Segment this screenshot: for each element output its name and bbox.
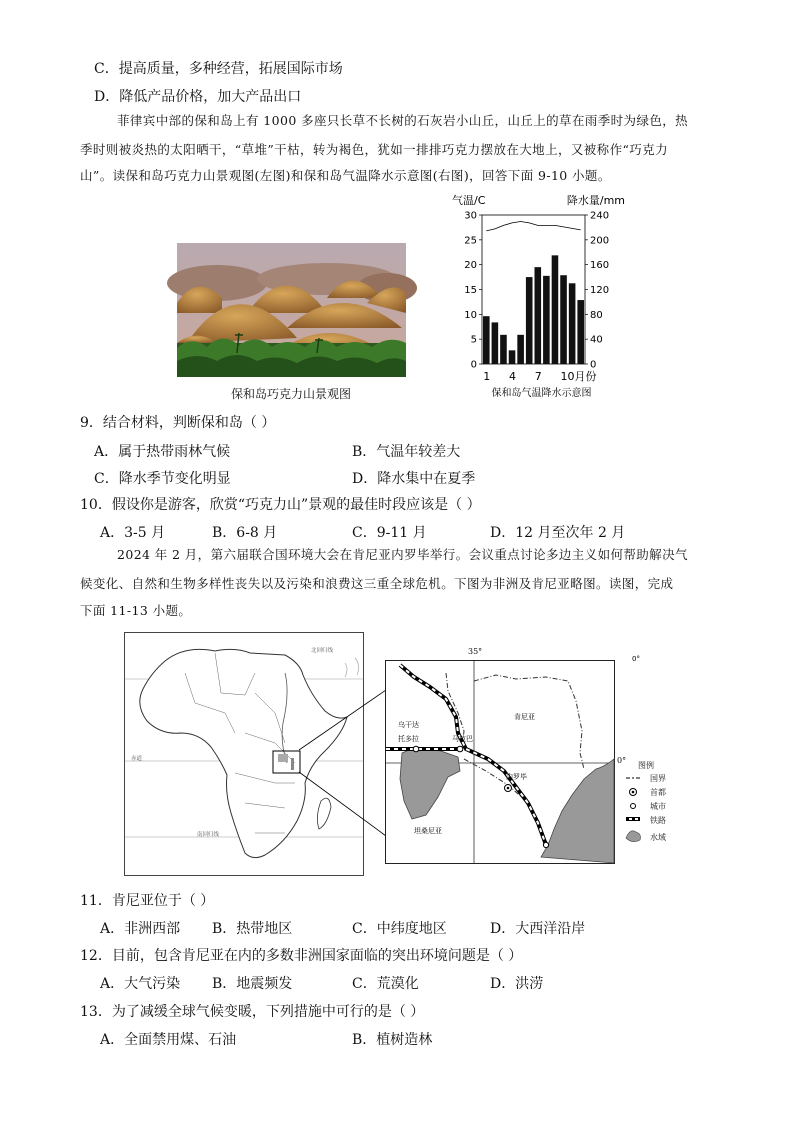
kenya-map-tanzania-label: 坦桑尼亚 [414, 827, 442, 835]
right-tick-label: 200 [590, 235, 610, 247]
legend-capital-label: 首都 [650, 788, 666, 797]
ylabel-left: 气温/C [452, 194, 486, 207]
q13-option-b[interactable]: B．植树造林 [352, 1032, 433, 1048]
q9-option-b[interactable]: B．气温年较差大 [352, 444, 461, 460]
q11-stem: 11．肯尼亚位于（ ） [80, 893, 215, 909]
q10-option-d[interactable]: D．12 月至次年 2 月 [490, 525, 626, 541]
left-tick-label: 10 [464, 309, 477, 321]
map-equator-label: 赤道 [131, 756, 143, 762]
kenya-map-lat-label: 0° [632, 655, 640, 663]
legend-city-label: 城市 [650, 802, 666, 811]
passage2-line2: 候变化、自然和生物多样性丧失以及污染和浪费这三重全球危机。下图为非洲及肯尼亚略图。读图，完成 [80, 576, 674, 591]
passage1-line3: 山”。读保和岛巧克力山景观图(左图)和保和岛气温降水示意图(右图)，回答下面 9-10 小题。 [80, 168, 611, 183]
q10-option-a[interactable]: A．3-5 月 [100, 525, 166, 541]
q13-option-a[interactable]: A．全面禁用煤、石油 [100, 1032, 237, 1048]
right-tick-label: 160 [590, 260, 610, 272]
q11-option-d[interactable]: D．大西洋沿岸 [490, 921, 586, 937]
x-tick-label: 10月份 [560, 370, 597, 383]
q9-option-d[interactable]: D．降水集中在夏季 [352, 471, 476, 487]
kenya-map-malaba-label: 马拉巴 [452, 735, 473, 743]
q12-option-c[interactable]: C．荒漠化 [352, 976, 419, 992]
kenya-map-lon-label: 35° [468, 647, 483, 656]
q12-stem: 12．目前，包含肯尼亚在内的多数非洲国家面临的突出环境问题是（ ） [80, 948, 523, 964]
right-tick-label: 120 [590, 285, 610, 296]
option-c-prev: C．提高质量，多种经营，拓展国际市场 [94, 61, 343, 77]
q12-option-a[interactable]: A．大气污染 [100, 976, 181, 992]
left-tick-label: 0 [470, 359, 477, 371]
legend-border-label: 国界 [650, 774, 666, 783]
left-tick-label: 30 [464, 210, 477, 222]
q11-option-c[interactable]: C．中纬度地区 [352, 921, 447, 937]
q9-stem: 9．结合材料，判断保和岛（ ） [80, 415, 276, 431]
left-tick-label: 15 [464, 285, 477, 296]
x-tick-label: 4 [509, 370, 517, 383]
x-tick-label: 1 [483, 370, 491, 383]
ylabel-right: 降水量/mm [566, 194, 625, 207]
q12-option-b[interactable]: B．地震频发 [212, 976, 293, 992]
right-tick-label: 240 [590, 210, 610, 222]
map-legend [624, 760, 694, 860]
passage2-line3: 下面 11-13 小题。 [80, 603, 192, 618]
kenya-map-nairobi-label: 内罗毕 [506, 773, 527, 781]
option-d-prev: D．降低产品价格，加大产品出口 [94, 89, 302, 105]
q13-stem: 13．为了减缓全球气候变暖，下列措施中可行的是（ ） [80, 1004, 425, 1020]
left-tick-label: 20 [464, 260, 477, 272]
map-tropic-n-label: 北回归线 [311, 648, 334, 654]
passage2-line1: 2024 年 2 月，第六届联合国环境大会在肯尼亚内罗毕举行。会议重点讨论多边主义如何帮助解决气 [117, 547, 688, 562]
legend-railway-label: 铁路 [650, 816, 666, 825]
q12-option-d[interactable]: D．洪涝 [490, 976, 544, 992]
legend-title: 图例 [638, 761, 654, 770]
passage1-line2: 季时则被炎热的太阳晒干，“草堆”干枯，转为褐色，犹如一排排巧克力摆放在大地上，又被称作“巧克力 [80, 142, 668, 157]
map-tropic-s-label: 南回归线 [197, 832, 220, 838]
kenya-map [385, 655, 640, 864]
q9-option-c[interactable]: C．降水季节变化明显 [94, 471, 231, 487]
left-tick-label: 25 [464, 235, 477, 247]
photo-caption: 保和岛巧克力山景观图 [231, 387, 352, 401]
q11-option-a[interactable]: A．非洲西部 [100, 921, 181, 937]
right-tick-label: 0 [590, 359, 597, 371]
kenya-map-lat-label-out: 0° [617, 756, 627, 765]
q9-option-a[interactable]: A．属于热带雨林气候 [94, 444, 231, 460]
legend-water-label: 水域 [650, 833, 666, 842]
left-tick-label: 5 [470, 334, 477, 346]
legend-water-icon [626, 831, 641, 842]
kenya-map-kenya-label: 肯尼亚 [514, 713, 535, 721]
right-tick-label: 40 [590, 334, 603, 346]
right-tick-label: 80 [590, 309, 603, 321]
q10-stem: 10．假设你是游客，欣赏“巧克力山”景观的最佳时段应该是（ ） [80, 497, 481, 513]
x-tick-label: 7 [534, 370, 542, 383]
legend-city-icon [631, 804, 636, 809]
q10-option-c[interactable]: C．9-11 月 [352, 525, 427, 541]
kenya-map-uganda-label: 乌干达 [398, 721, 419, 729]
passage1-line1: 菲律宾中部的保和岛上有 1000 多座只长草不长树的石灰岩小山丘，山丘上的草在雨季时为绿色，热 [117, 113, 689, 128]
q10-option-b[interactable]: B．6-8 月 [212, 525, 278, 541]
chart-title: 保和岛气温降水示意图 [491, 388, 592, 399]
kenya-map-tororo-label: 托多拉 [398, 735, 419, 743]
q11-option-b[interactable]: B．热带地区 [212, 921, 293, 937]
